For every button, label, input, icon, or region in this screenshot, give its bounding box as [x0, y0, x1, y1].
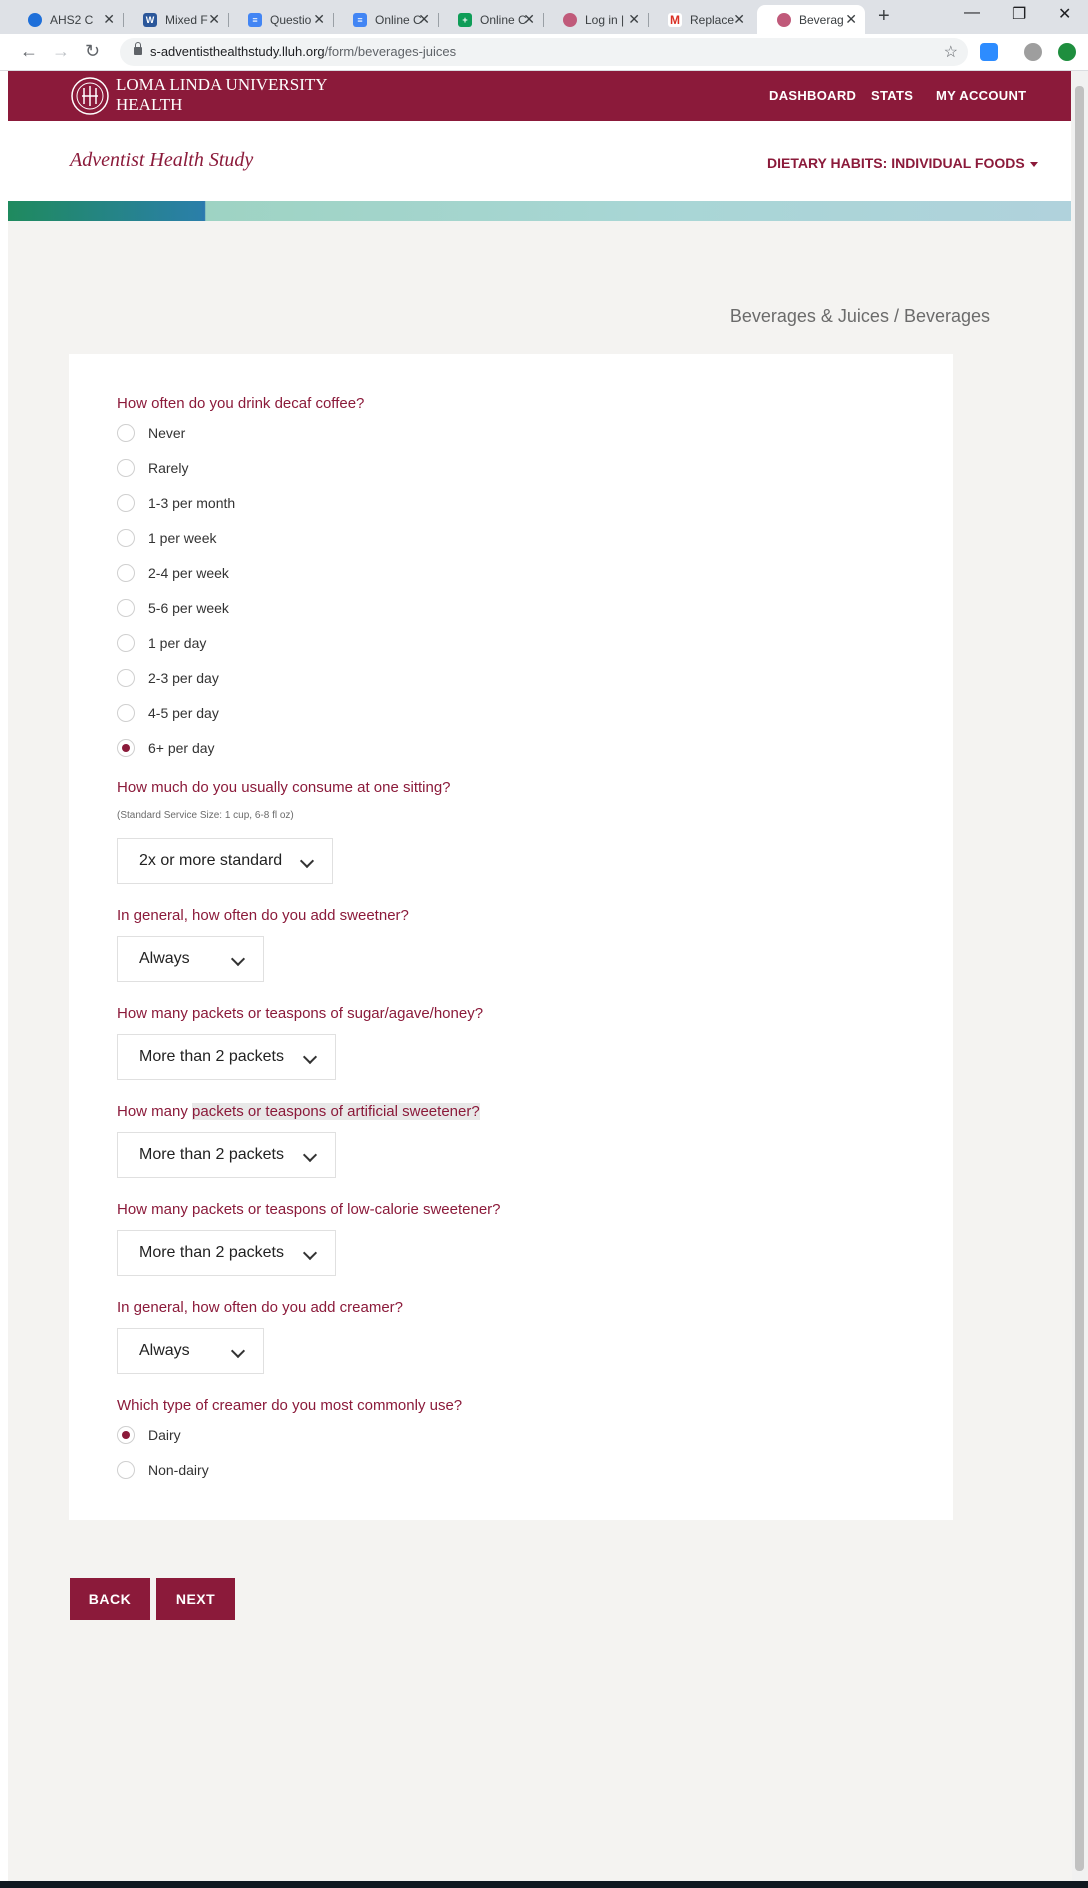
- browser-tab[interactable]: W Mixed F ✕: [123, 5, 228, 34]
- radio-option[interactable]: [117, 632, 206, 654]
- chevron-down-icon: [231, 1344, 245, 1358]
- sweetener-frequency-select[interactable]: Always: [117, 936, 264, 982]
- close-tab-icon[interactable]: ✕: [845, 11, 857, 27]
- llu-seal-icon: [70, 76, 110, 116]
- top-navigation: [8, 71, 1071, 121]
- llu-icon: [777, 13, 791, 27]
- creamer-frequency-select[interactable]: Always: [117, 1328, 264, 1374]
- radio-label: 1 per day: [148, 635, 207, 651]
- highlighted-text: packets or teaspons of artificial sweetener?: [192, 1103, 480, 1120]
- close-tab-icon[interactable]: ✕: [628, 11, 640, 27]
- scrollbar-thumb[interactable]: [1075, 86, 1084, 1871]
- nav-dashboard[interactable]: DASHBOARD: [769, 88, 857, 103]
- radio-button[interactable]: [117, 564, 135, 582]
- close-tab-icon[interactable]: ✕: [313, 11, 325, 27]
- radio-label: 1-3 per month: [148, 495, 236, 511]
- nav-stats[interactable]: STATS: [871, 88, 914, 103]
- radio-button[interactable]: [117, 1461, 135, 1479]
- question-serving-size: How much do you usually consume at one sitting?: [117, 779, 451, 796]
- chevron-down-icon: [303, 1050, 317, 1064]
- os-taskbar: [0, 1881, 1088, 1888]
- browser-toolbar: [0, 34, 1088, 71]
- serving-size-note: (Standard Service Size: 1 cup, 6-8 fl oz): [117, 810, 294, 821]
- radio-button-checked[interactable]: [117, 739, 135, 757]
- reload-icon[interactable]: ↻: [85, 41, 101, 61]
- radio-button[interactable]: [117, 529, 135, 547]
- question-low-calorie-sweetener: How many packets or teaspons of low-calorie sweetener?: [117, 1201, 501, 1218]
- chevron-down-icon: [231, 952, 245, 966]
- onedrive-icon: [28, 13, 42, 27]
- radio-label: 1 per week: [148, 530, 217, 546]
- zoom-extension-icon[interactable]: [980, 43, 998, 61]
- form-card: [69, 354, 953, 1520]
- radio-label: Rarely: [148, 460, 189, 476]
- update-icon[interactable]: [1058, 43, 1076, 61]
- radio-label: 2-4 per week: [148, 565, 229, 581]
- artificial-sweetener-select[interactable]: More than 2 packets: [117, 1132, 336, 1178]
- chevron-down-icon: [303, 1246, 317, 1260]
- radio-button[interactable]: [117, 704, 135, 722]
- radio-option[interactable]: [117, 562, 229, 584]
- radio-option[interactable]: [117, 492, 235, 514]
- back-arrow-icon[interactable]: ←: [20, 41, 38, 61]
- radio-button[interactable]: [117, 459, 135, 477]
- question-sugar-packets: How many packets or teaspons of sugar/agave/honey?: [117, 1005, 484, 1022]
- sugar-packets-select[interactable]: More than 2 packets: [117, 1034, 336, 1080]
- radio-option[interactable]: [117, 737, 215, 759]
- minimize-icon[interactable]: —: [964, 4, 980, 21]
- radio-label: Non-dairy: [148, 1462, 209, 1478]
- radio-button-checked[interactable]: [117, 1426, 135, 1444]
- close-tab-icon[interactable]: ✕: [523, 11, 535, 27]
- back-button[interactable]: BACK: [70, 1578, 150, 1620]
- lock-icon: [134, 47, 142, 55]
- study-header: [8, 121, 1071, 201]
- url-text: s-adventisthealthstudy.lluh.org/form/beverages-juices: [150, 44, 457, 59]
- chevron-down-icon: [300, 854, 314, 868]
- nav-my-account[interactable]: MY ACCOUNT: [936, 88, 1027, 103]
- browser-tab[interactable]: ≡ Online C ✕: [333, 5, 438, 34]
- address-bar[interactable]: [120, 38, 968, 66]
- radio-label: 2-3 per day: [148, 670, 219, 686]
- extension-icon[interactable]: [1024, 43, 1042, 61]
- radio-label: Dairy: [148, 1427, 181, 1443]
- browser-tab[interactable]: Log in | ✕: [543, 5, 648, 34]
- close-tab-icon[interactable]: ✕: [103, 11, 115, 27]
- question-creamer-frequency: In general, how often do you add creamer?: [117, 1299, 404, 1316]
- serving-size-select[interactable]: 2x or more standard: [117, 838, 333, 884]
- browser-tab[interactable]: + Online C ✕: [438, 5, 543, 34]
- new-tab-icon[interactable]: +: [878, 5, 890, 27]
- radio-option[interactable]: [117, 457, 188, 479]
- radio-option[interactable]: [117, 667, 219, 689]
- radio-button[interactable]: [117, 494, 135, 512]
- logo-text[interactable]: LOMA LINDA UNIVERSITY HEALTH: [116, 75, 327, 114]
- radio-button[interactable]: [117, 634, 135, 652]
- docs-icon: ≡: [353, 13, 367, 27]
- radio-option[interactable]: [117, 1424, 181, 1446]
- close-tab-icon[interactable]: ✕: [418, 11, 430, 27]
- gmail-icon: M: [670, 12, 680, 27]
- radio-label: Never: [148, 425, 186, 441]
- page-edge: [0, 71, 8, 1881]
- progress-gradient-bar: [8, 201, 1071, 221]
- bookmark-star-icon[interactable]: ☆: [943, 44, 958, 61]
- question-sweetener-frequency: In general, how often do you add sweetner?: [117, 907, 409, 924]
- radio-option[interactable]: [117, 702, 219, 724]
- browser-tab[interactable]: ≡ Questio ✕: [228, 5, 333, 34]
- sheets-icon: +: [458, 13, 472, 27]
- docs-icon: ≡: [248, 13, 262, 27]
- radio-option[interactable]: [117, 1459, 209, 1481]
- browser-tab-active[interactable]: Beverag ✕: [757, 5, 865, 34]
- radio-option[interactable]: [117, 527, 216, 549]
- question-creamer-type: Which type of creamer do you most commonly use?: [117, 1397, 463, 1414]
- question-artificial-sweetener: How many packets or teaspons of artificial sweetener?: [117, 1103, 480, 1120]
- close-window-icon[interactable]: ✕: [1058, 6, 1072, 23]
- llu-icon: [563, 13, 577, 27]
- radio-label: 5-6 per week: [148, 600, 229, 616]
- radio-option[interactable]: [117, 597, 229, 619]
- radio-button[interactable]: [117, 424, 135, 442]
- next-button[interactable]: NEXT: [156, 1578, 235, 1620]
- radio-label: 6+ per day: [148, 740, 215, 756]
- study-title[interactable]: Adventist Health Study: [70, 149, 254, 171]
- browser-tab[interactable]: AHS2 C ✕: [8, 5, 123, 34]
- chevron-down-icon: [303, 1148, 317, 1162]
- forward-arrow-icon[interactable]: →: [52, 41, 70, 61]
- breadcrumb: Beverages & Juices / Beverages: [729, 306, 990, 326]
- section-dropdown[interactable]: DIETARY HABITS: INDIVIDUAL FOODS: [767, 155, 1038, 171]
- word-icon: W: [143, 13, 157, 27]
- low-calorie-sweetener-select[interactable]: More than 2 packets: [117, 1230, 336, 1276]
- browser-tab-strip: [0, 0, 1088, 34]
- radio-button[interactable]: [117, 669, 135, 687]
- question-decaf-frequency: How often do you drink decaf coffee?: [117, 395, 365, 412]
- radio-label: 4-5 per day: [148, 705, 219, 721]
- browser-tab[interactable]: M Replace ✕: [648, 5, 753, 34]
- radio-button[interactable]: [117, 599, 135, 617]
- close-tab-icon[interactable]: ✕: [733, 11, 745, 27]
- radio-option[interactable]: [117, 422, 185, 444]
- caret-down-icon: [1030, 162, 1038, 167]
- restore-icon[interactable]: ❐: [1012, 6, 1027, 23]
- close-tab-icon[interactable]: ✕: [208, 11, 220, 27]
